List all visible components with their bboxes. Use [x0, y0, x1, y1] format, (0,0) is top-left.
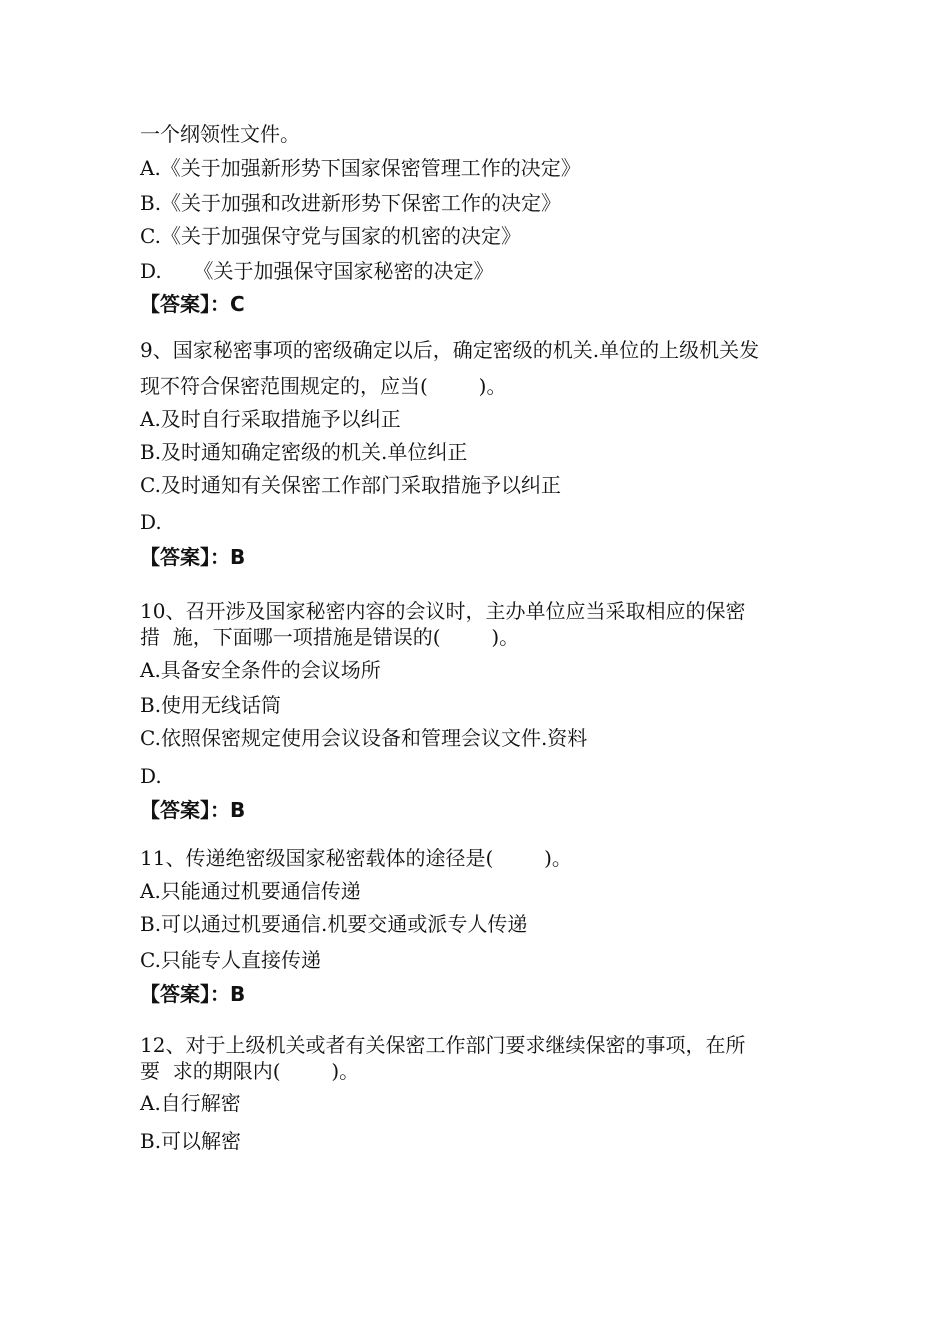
option-a: A.具备安全条件的会议场所 — [140, 658, 381, 682]
option-d: D. 《关于加强保守国家秘密的决定》 — [140, 259, 494, 283]
question-12: 12、对于上级机关或者有关保密工作部门要求继续保密的事项，在所 — [140, 1033, 746, 1057]
answer: 【答案】：B — [140, 982, 246, 1006]
option-d: D. — [140, 510, 162, 534]
option-a: A.及时自行采取措施予以纠正 — [140, 407, 401, 431]
question-9-cont: 现不符合保密范围规定的，应当( )。 — [140, 374, 507, 398]
option-a: A.自行解密 — [140, 1091, 241, 1115]
option-a: A.《关于加强新形势下国家保密管理工作的决定》 — [140, 156, 581, 180]
option-c: C.依照保密规定使用会议设备和管理会议文件.资料 — [140, 726, 588, 750]
option-a: A.只能通过机要通信传递 — [140, 879, 361, 903]
option-b: B.使用无线话筒 — [140, 693, 282, 717]
question-10-cont: 措 施，下面哪一项措施是错误的( )。 — [140, 625, 520, 649]
option-c: C.只能专人直接传递 — [140, 948, 321, 972]
option-b: B.可以通过机要通信.机要交通或派专人传递 — [140, 912, 528, 936]
answer: 【答案】：B — [140, 545, 246, 569]
question-12-cont: 要 求的期限内( )。 — [140, 1059, 360, 1083]
question-11: 11、传递绝密级国家秘密载体的途径是( )。 — [140, 846, 572, 870]
option-b: B.《关于加强和改进新形势下保密工作的决定》 — [140, 191, 562, 215]
option-d: D. — [140, 764, 162, 788]
option-c: C.及时通知有关保密工作部门采取措施予以纠正 — [140, 473, 561, 497]
answer: 【答案】：B — [140, 798, 246, 822]
option-c: C.《关于加强保守党与国家的机密的决定》 — [140, 224, 521, 248]
option-b: B.可以解密 — [140, 1129, 242, 1153]
text-line: 一个纲领性文件。 — [140, 122, 300, 146]
question-9: 9、国家秘密事项的密级确定以后，确定密级的机关.单位的上级机关发 — [140, 338, 760, 362]
answer: 【答案】：C — [140, 292, 245, 316]
question-10: 10、召开涉及国家秘密内容的会议时，主办单位应当采取相应的保密 — [140, 599, 746, 623]
option-b: B.及时通知确定密级的机关.单位纠正 — [140, 440, 468, 464]
